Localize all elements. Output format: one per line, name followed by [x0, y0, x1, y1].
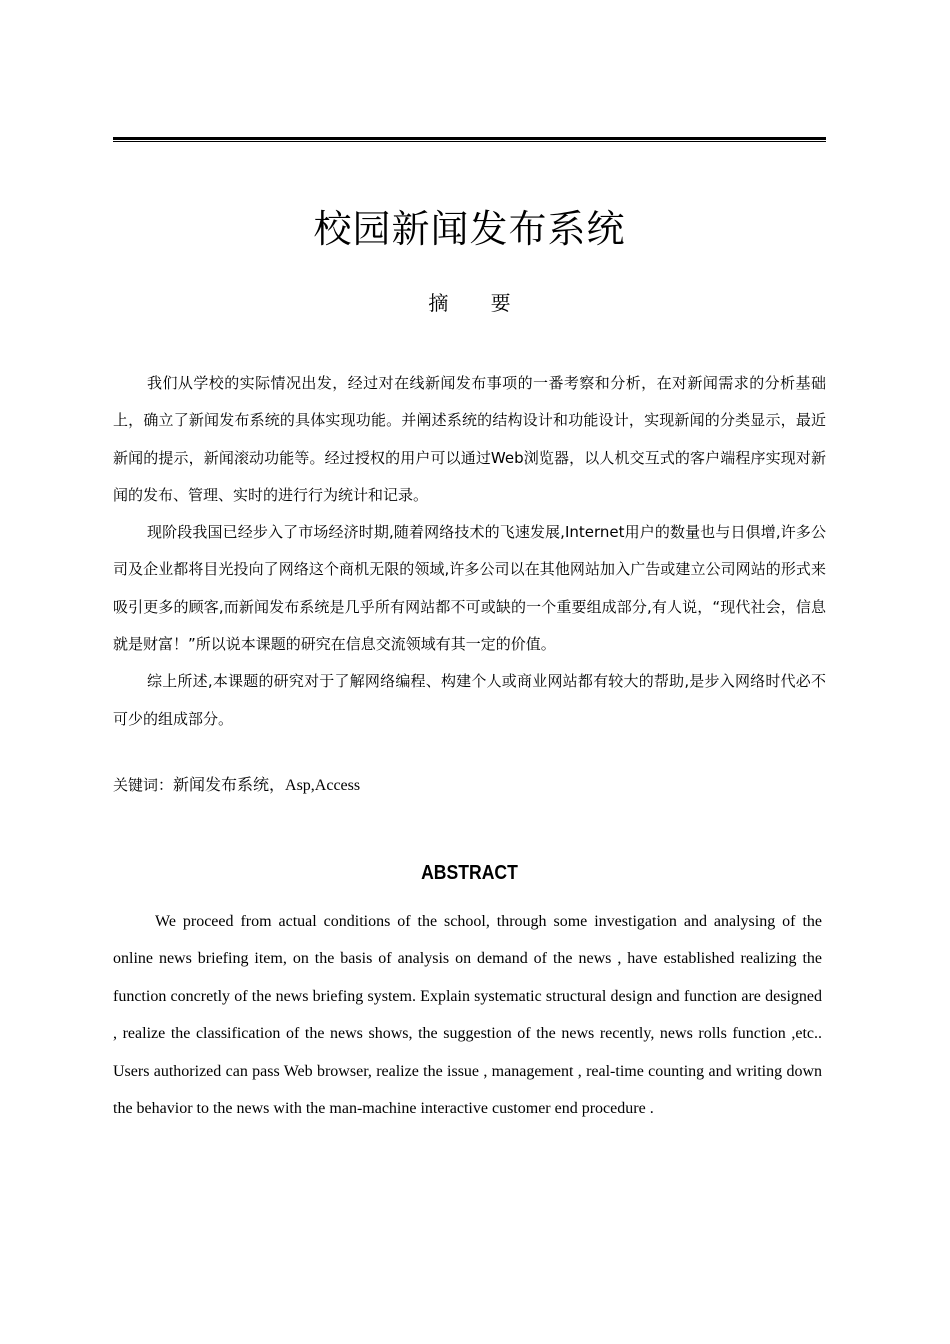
- header-rule: [113, 137, 826, 140]
- abstract-heading-en: ABSTRACT: [421, 862, 518, 884]
- abstract-paragraph-cn-1: 我们从学校的实际情况出发，经过对在线新闻发布事项的一番考察和分析，在对新闻需求的分析基础上，确立了新闻发布系统的具体实现功能。并阐述系统的结构设计和功能设计，实现新闻的分类显示，最近新闻的提示，新闻滚动功能等。经过授权的用户可以通过Web浏览器，以人机交互式的客户端程序实现对新闻的发布、管理、实时的进行行为统计和记录。: [113, 374, 826, 504]
- abstract-body-cn: [113, 365, 826, 738]
- header-rule-thin: [113, 141, 826, 142]
- document-title: 校园新闻发布系统: [313, 207, 626, 251]
- keywords-label: 关键词：: [113, 776, 174, 794]
- abstract-paragraph-cn-3: 综上所述,本课题的研究对于了解网络编程、构建个人或商业网站都有较大的帮助,是步入网络时代必不可少的组成部分。: [113, 672, 826, 728]
- keywords-line: [113, 772, 826, 799]
- keywords-value: 新闻发布系统，Asp,Access: [173, 777, 361, 794]
- abstract-paragraph-cn-2: 现阶段我国已经步入了市场经济时期,随着网络技术的飞速发展,Internet用户的数量也与日俱增,许多公司及企业都将目光投向了网络这个商机无限的领域,许多公司以在其他网站加入广告或建立公司网站的形式来吸引更多的顾客,而新闻发布系统是几乎所有网站都不可或缺的一个重要组成部分,有人说，“现代社会，信息就是财富！”所以说本课题的研究在信息交流领域有其一定的价值。: [113, 523, 826, 654]
- abstract-paragraph-en: We proceed from actual conditions of the school, through some investigation and analysing of the online news briefing item, on the basis of analysis on demand of the news , have established realizing the function concretly of the news briefing system. Explain systematic structural design and function are designed , realize the classification of the news shows, the suggestion of the news recently, news rolls function ,etc.. Users authorized can pass Web browser, realize the issue , management , real-time counting and writing down the behavior to the news with the man-machine interactive customer end procedure .: [113, 913, 822, 1118]
- abstract-heading-cn: 摘 要: [428, 291, 529, 315]
